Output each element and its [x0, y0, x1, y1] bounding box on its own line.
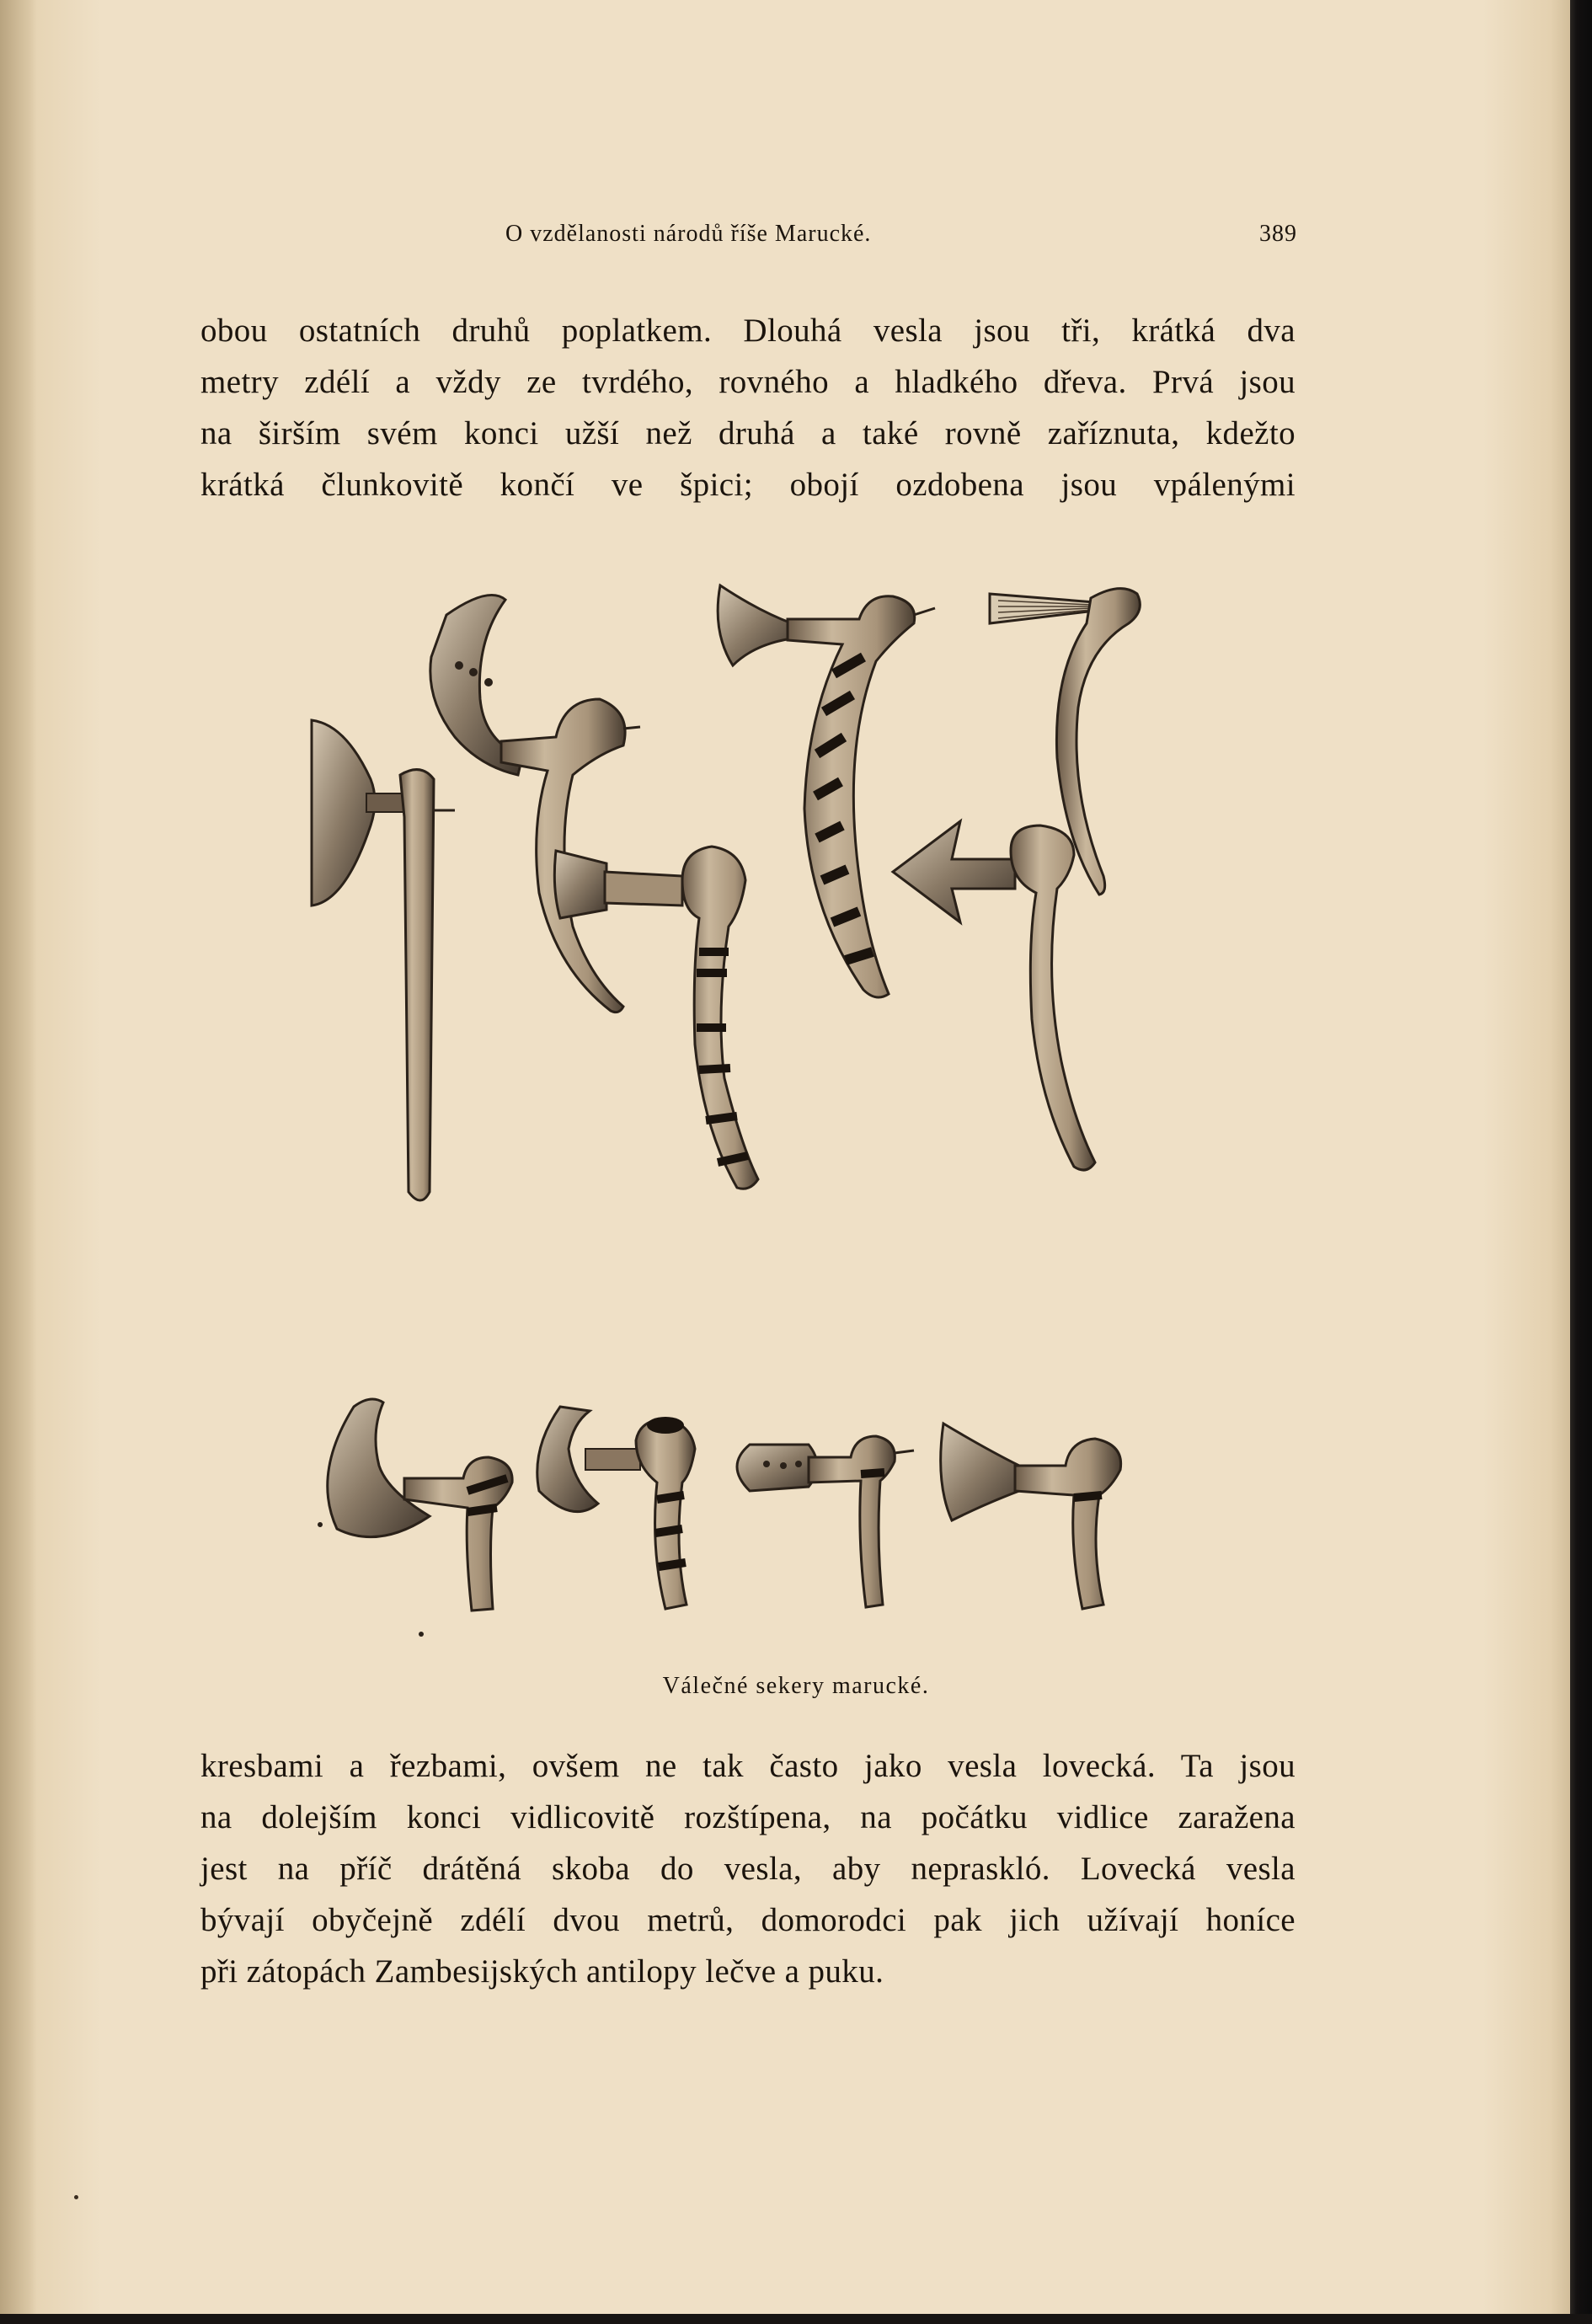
print-speck	[318, 1522, 323, 1527]
paragraph-top	[200, 305, 1296, 510]
text-line: jest na příč drátěná skoba do vesla, aby nepraskló. Lovecká vesla	[200, 1851, 1296, 1887]
axe-7	[328, 1399, 512, 1611]
axe-8	[537, 1407, 695, 1609]
axe-1	[312, 720, 455, 1200]
text-line: obou ostatních druhů poplatkem. Dlouhá vesla jsou tři, krátká dva	[200, 313, 1296, 349]
text-line: na dolejším konci vidlicovitě rozštípena, na počátku vidlice zaražena	[200, 1799, 1296, 1835]
text-line: krátká člunkovitě končí ve špici; obojí ozdobena jsou vpálenými	[200, 467, 1296, 503]
page-bottom-border	[0, 2314, 1592, 2324]
text-line: při zátopách Zambesijských antilopy lečve a puku.	[200, 1953, 884, 1990]
page-number: 389	[1259, 221, 1297, 247]
axe-2	[430, 595, 640, 1012]
axe-6	[893, 821, 1095, 1170]
page-gutter-shadow	[0, 0, 37, 2324]
axe-5	[554, 847, 758, 1189]
running-title: O vzdělanosti národů říše Marucké.	[505, 221, 872, 247]
page-right-border	[1570, 0, 1592, 2324]
axe-10	[941, 1424, 1121, 1609]
text-line: bývají obyčejně zdélí dvou metrů, domorodci pak jich užívají honíce	[200, 1902, 1296, 1938]
print-speck	[419, 1632, 424, 1637]
text-line: na širším svém konci užší než druhá a také rovně zaříznuta, kdežto	[200, 415, 1296, 451]
print-speck	[74, 2195, 78, 2199]
paragraph-bottom	[200, 1740, 1296, 1997]
running-header	[505, 221, 1297, 254]
figure-caption: Válečné sekery marucké.	[662, 1673, 930, 1699]
axe-3	[718, 585, 935, 997]
text-line: kresbami a řezbami, ovšem ne tak často jako vesla lovecká. Ta jsou	[200, 1748, 1296, 1784]
axes-illustration	[286, 573, 1221, 1659]
text-line: metry zdélí a vždy ze tvrdého, rovného a hladkého dřeva. Prvá jsou	[200, 364, 1296, 400]
axe-9	[737, 1436, 914, 1607]
